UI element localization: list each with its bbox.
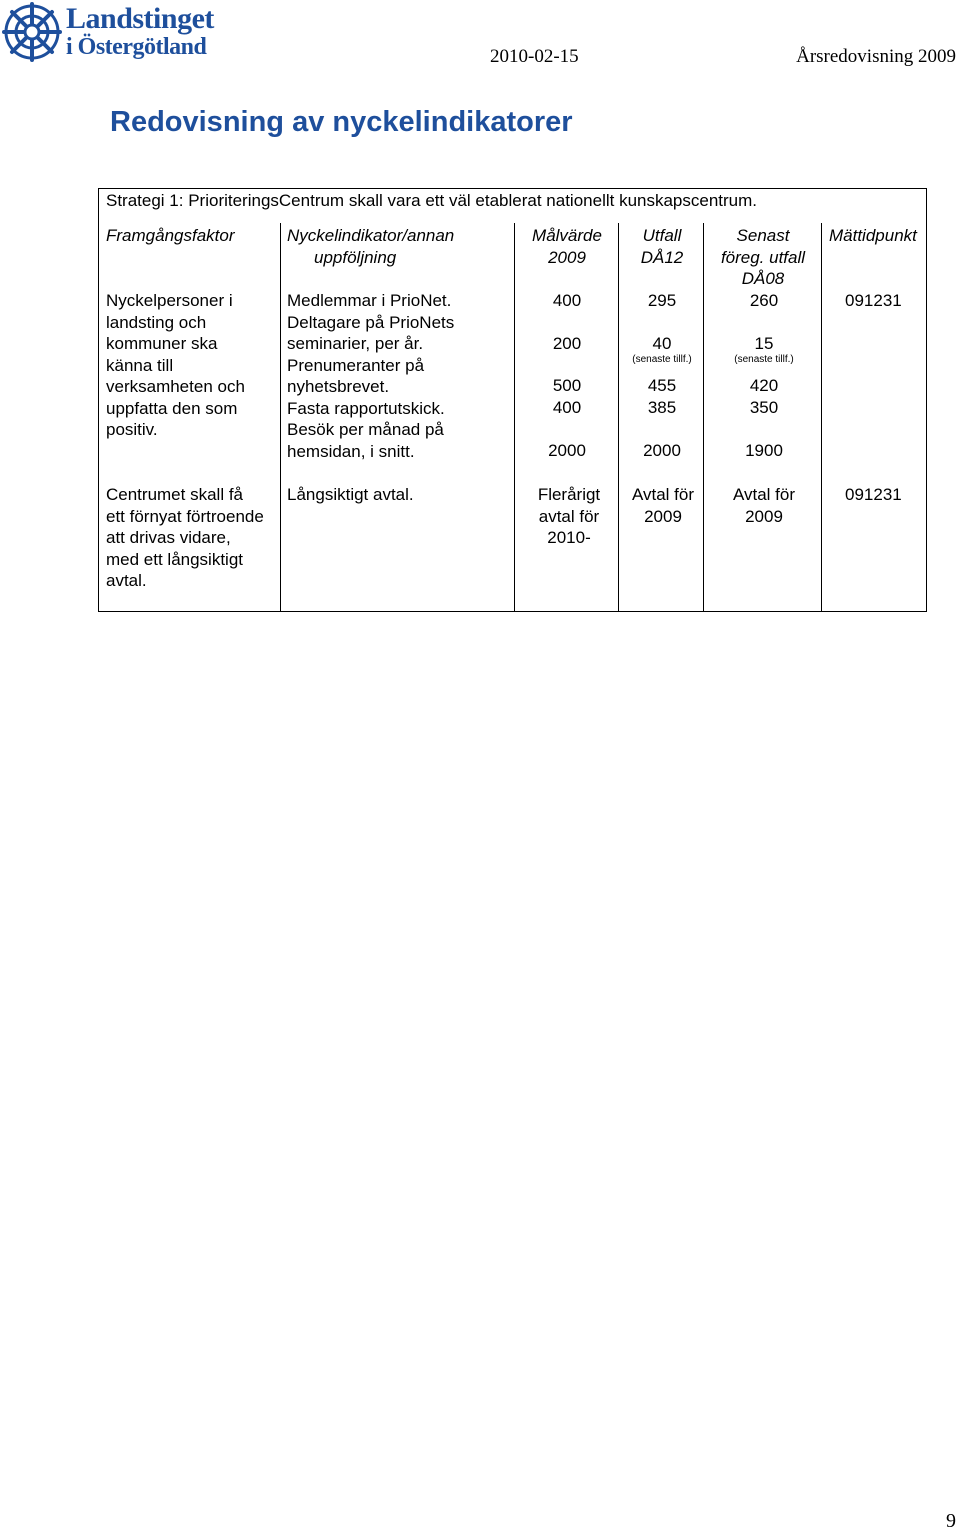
row2-indicator: Långsiktigt avtal. <box>287 485 414 504</box>
header-measured: Mättidpunkt <box>829 226 917 245</box>
landstinget-logo <box>2 2 252 66</box>
page-title: Redovisning av nyckelindikatorer <box>110 106 573 138</box>
target-value: 200 <box>552 334 582 353</box>
row1-factor: Nyckelpersoner i landsting och kommuner ska känna till verksamheten och uppfatta den som positiv. <box>106 291 245 439</box>
previous-value: 350 <box>749 398 779 417</box>
header-factor: Framgångsfaktor <box>106 226 235 245</box>
row1-indicator: Medlemmar i PrioNet. Deltagare på PrioNets seminarier, per år. Prenumeranter på nyhetsbrevet. Fasta rapportutskick. Besök per månad på hemsidan, i snitt. <box>287 291 455 461</box>
row2-previous: Avtal för 2009 <box>732 485 796 526</box>
header-indicator: Nyckelindikator/annan uppföljning <box>287 226 455 267</box>
header-date: 2010-02-15 <box>490 46 579 67</box>
strategy-text: Strategi 1: PrioriteringsCentrum skall vara ett väl etablerat nationellt kunskapscentrum. <box>106 191 758 210</box>
page-number: 9 <box>946 1510 956 1532</box>
logo-emblem-icon <box>2 2 62 64</box>
target-value: 400 <box>552 291 582 310</box>
outcome-note: (senaste tillf.) <box>632 354 692 365</box>
header-target: Målvärde 2009 <box>532 226 602 267</box>
previous-value: 1900 <box>745 441 783 460</box>
previous-value: 15 <box>754 334 774 353</box>
header-previous: Senast föreg. utfall DÅ08 <box>720 226 806 288</box>
column-divider <box>280 223 281 612</box>
row2-measured: 091231 <box>845 485 902 504</box>
outcome-value: 40 <box>652 334 672 353</box>
header-outcome: Utfall DÅ12 <box>640 226 684 267</box>
row2-factor: Centrumet skall få ett förnyat förtroende att drivas vidare, med ett långsiktigt avtal. <box>106 485 264 590</box>
previous-value: 420 <box>749 376 779 395</box>
target-value: 2000 <box>548 441 586 460</box>
logo-wordmark-line1: Landstinget <box>66 2 214 35</box>
outcome-value: 385 <box>647 398 677 417</box>
previous-note: (senaste tillf.) <box>734 354 794 365</box>
target-value: 400 <box>552 398 582 417</box>
row2-outcome: Avtal för 2009 <box>631 485 695 526</box>
row1-measured: 091231 <box>845 291 902 310</box>
header-report-title: Årsredovisning 2009 <box>796 46 956 67</box>
logo-wordmark-line2: i Östergötland <box>66 34 207 60</box>
outcome-value: 2000 <box>643 441 681 460</box>
row2-target: Flerårigt avtal för 2010- <box>537 485 601 547</box>
previous-value: 260 <box>749 291 779 310</box>
outcome-value: 295 <box>647 291 677 310</box>
outcome-value: 455 <box>647 376 677 395</box>
target-value: 500 <box>552 376 582 395</box>
